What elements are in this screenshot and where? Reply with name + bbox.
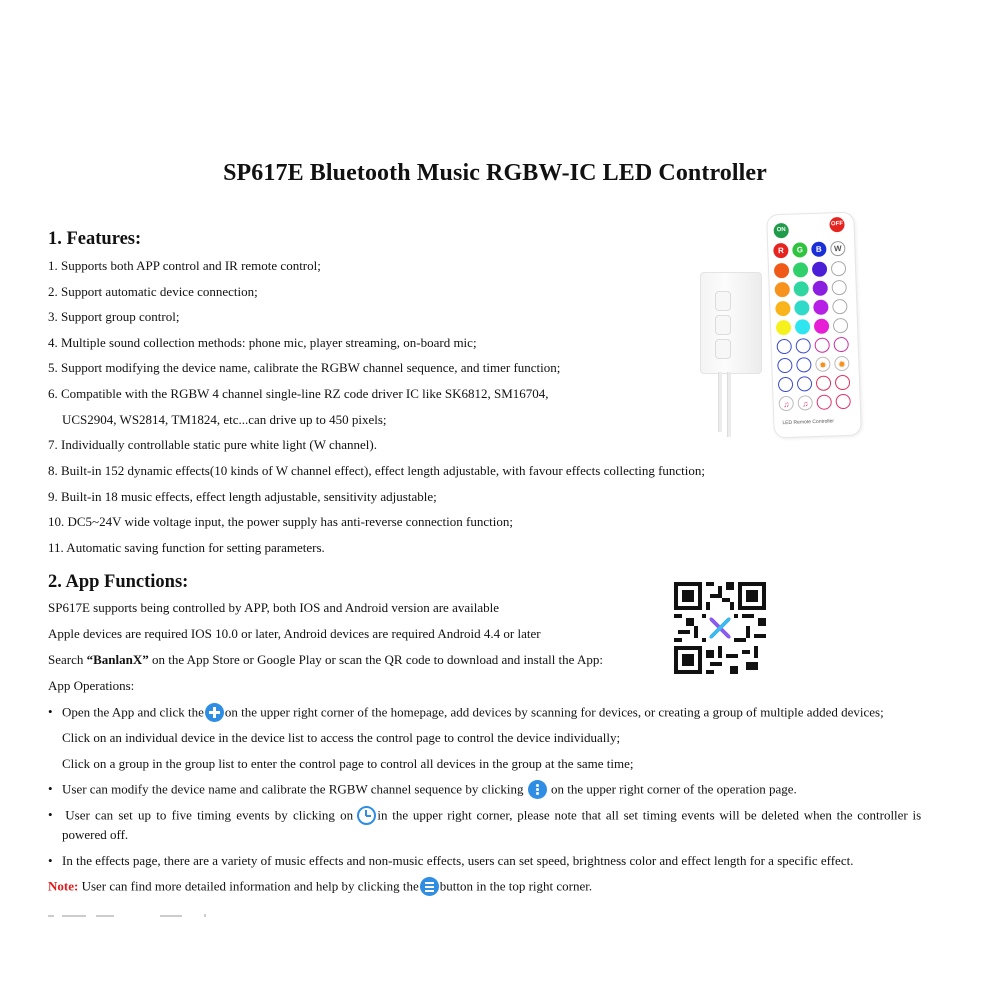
app-name: “BanlanX” bbox=[86, 652, 149, 667]
operation-item-effects bbox=[48, 853, 853, 869]
color-button-graphic bbox=[795, 319, 811, 335]
cycle-button-graphic bbox=[777, 358, 793, 374]
feature-item: 1. Supports both APP control and IR remote control; bbox=[48, 258, 321, 273]
feature-item: 7. Individually controllable static pure white light (W channel). bbox=[48, 437, 377, 452]
color-button-graphic bbox=[793, 262, 809, 278]
w-button-graphic: W bbox=[830, 241, 846, 257]
qr-code-image bbox=[674, 582, 766, 674]
note-text: User can find more detailed information and help by clicking the bbox=[78, 878, 419, 894]
feature-item-continued: UCS2904, WS2814, TM1824, etc...can drive up to 450 pixels; bbox=[62, 412, 387, 427]
down-button-graphic bbox=[778, 377, 794, 393]
color-button-graphic bbox=[813, 299, 829, 315]
music-button-graphic: ♫ bbox=[797, 395, 813, 411]
feature-item: 2. Support automatic device connection; bbox=[48, 284, 258, 299]
up-button-graphic bbox=[776, 339, 792, 355]
sensitivity-button-graphic bbox=[835, 394, 851, 410]
op-text: User can modify the device name and calibrate the RGBW channel sequence by clicking bbox=[62, 781, 524, 797]
bullet: • bbox=[48, 807, 53, 823]
brightness-button-graphic: ✹ bbox=[834, 356, 850, 372]
operation-item-add-device bbox=[48, 704, 884, 723]
mode-button-graphic bbox=[832, 299, 848, 315]
note-line bbox=[48, 878, 592, 897]
bullet: • bbox=[48, 853, 53, 868]
bullet: • bbox=[48, 704, 53, 720]
length-button-graphic bbox=[816, 375, 832, 391]
bullet: • bbox=[48, 781, 53, 797]
feature-item: 4. Multiple sound collection methods: phone mic, player streaming, on-board mic; bbox=[48, 335, 477, 350]
controller-box-image bbox=[700, 272, 762, 374]
cycle-button-graphic bbox=[796, 357, 812, 373]
app-line: Apple devices are required IOS 10.0 or later, Android devices are required Android 4.4 or later bbox=[48, 626, 541, 641]
remote-label: LED Remote Controller bbox=[782, 418, 835, 427]
operation-item-timer bbox=[48, 807, 921, 826]
color-button-graphic bbox=[776, 320, 792, 336]
feature-item: 11. Automatic saving function for setting parameters. bbox=[48, 540, 325, 555]
search-prefix: Search bbox=[48, 652, 87, 667]
on-button-graphic: ON bbox=[773, 223, 789, 239]
up-button-graphic bbox=[795, 338, 811, 354]
note-text: button in the top right corner. bbox=[439, 878, 593, 894]
color-button-graphic bbox=[774, 282, 790, 298]
speed-button-graphic bbox=[833, 337, 849, 353]
mode-button-graphic bbox=[831, 280, 847, 296]
color-button-graphic bbox=[812, 281, 828, 297]
app-search-line bbox=[48, 652, 603, 668]
operation-subline: Click on a group in the group list to enter the control page to control all devices in the group at the same time; bbox=[62, 756, 634, 771]
b-button-graphic: B bbox=[811, 242, 827, 258]
feature-item: 5. Support modifying the device name, calibrate the RGBW channel sequence, and timer function; bbox=[48, 360, 561, 375]
color-button-graphic bbox=[793, 281, 809, 297]
color-button-graphic bbox=[794, 300, 810, 316]
note-label: Note: bbox=[48, 878, 79, 894]
search-suffix: on the App Store or Google Play or scan the QR code to download and install the App: bbox=[148, 652, 603, 667]
color-button-graphic bbox=[812, 262, 828, 278]
page-title: SP617E Bluetooth Music RGBW-IC LED Controller bbox=[223, 160, 767, 186]
feature-item: 10. DC5~24V wide voltage input, the power supply has anti-reverse connection function; bbox=[48, 514, 513, 529]
alarm-clock-icon bbox=[357, 806, 376, 825]
help-menu-icon bbox=[420, 877, 439, 896]
color-button-graphic bbox=[775, 301, 791, 317]
op-text: on the upper right corner of the operation page. bbox=[550, 781, 797, 797]
speed-button-graphic bbox=[814, 337, 830, 353]
op-text: User can set up to five timing events by clicking on bbox=[65, 807, 354, 823]
op-text: in the upper right corner, please note that all set timing events will be deleted when the controller is bbox=[377, 807, 922, 823]
more-vertical-icon bbox=[528, 780, 547, 799]
operation-subline: Click on an individual device in the device list to access the control page to control the device individually; bbox=[62, 730, 621, 745]
app-line: SP617E supports being controlled by APP, both IOS and Android version are available bbox=[48, 600, 499, 615]
music-button-graphic: ♫ bbox=[778, 396, 794, 412]
color-button-graphic bbox=[814, 318, 830, 334]
app-functions-heading: 2. App Functions: bbox=[48, 572, 189, 592]
off-button-graphic: OFF bbox=[829, 217, 845, 233]
r-button-graphic: R bbox=[773, 243, 789, 259]
controller-cable bbox=[727, 372, 731, 437]
features-heading: 1. Features: bbox=[48, 229, 142, 249]
controller-cable bbox=[718, 372, 722, 432]
sensitivity-button-graphic bbox=[816, 394, 832, 410]
plus-icon bbox=[205, 703, 224, 722]
brightness-button-graphic: ✸ bbox=[815, 356, 831, 372]
length-button-graphic bbox=[835, 375, 851, 391]
feature-item: 6. Compatible with the RGBW 4 channel single-line RZ code driver IC like SK6812, SM16704, bbox=[48, 386, 549, 401]
operation-item-rename bbox=[48, 781, 797, 800]
down-button-graphic bbox=[797, 376, 813, 392]
ir-remote-image bbox=[766, 212, 862, 439]
op-text: In the effects page, there are a variety of music effects and non-music effects, users can set speed, brightness color and effect length for a specific effect. bbox=[62, 853, 854, 868]
g-button-graphic: G bbox=[792, 242, 808, 258]
feature-item: 9. Built-in 18 music effects, effect length adjustable, sensitivity adjustable; bbox=[48, 489, 437, 504]
mode-button-graphic bbox=[833, 318, 849, 334]
app-operations-label: App Operations: bbox=[48, 678, 135, 693]
cut-off-heading bbox=[48, 913, 208, 919]
mode-button-graphic bbox=[831, 261, 847, 277]
op-text: on the upper right corner of the homepage, add devices by scanning for devices, or creating a group of multiple added devices; bbox=[224, 704, 884, 720]
op-text: Open the App and click the bbox=[62, 704, 204, 720]
feature-item: 8. Built-in 152 dynamic effects(10 kinds of W channel effect), effect length adjustable, with favour effects collecting function; bbox=[48, 463, 706, 478]
operation-subline: powered off. bbox=[62, 827, 129, 842]
color-button-graphic bbox=[774, 263, 790, 279]
feature-item: 3. Support group control; bbox=[48, 309, 180, 324]
